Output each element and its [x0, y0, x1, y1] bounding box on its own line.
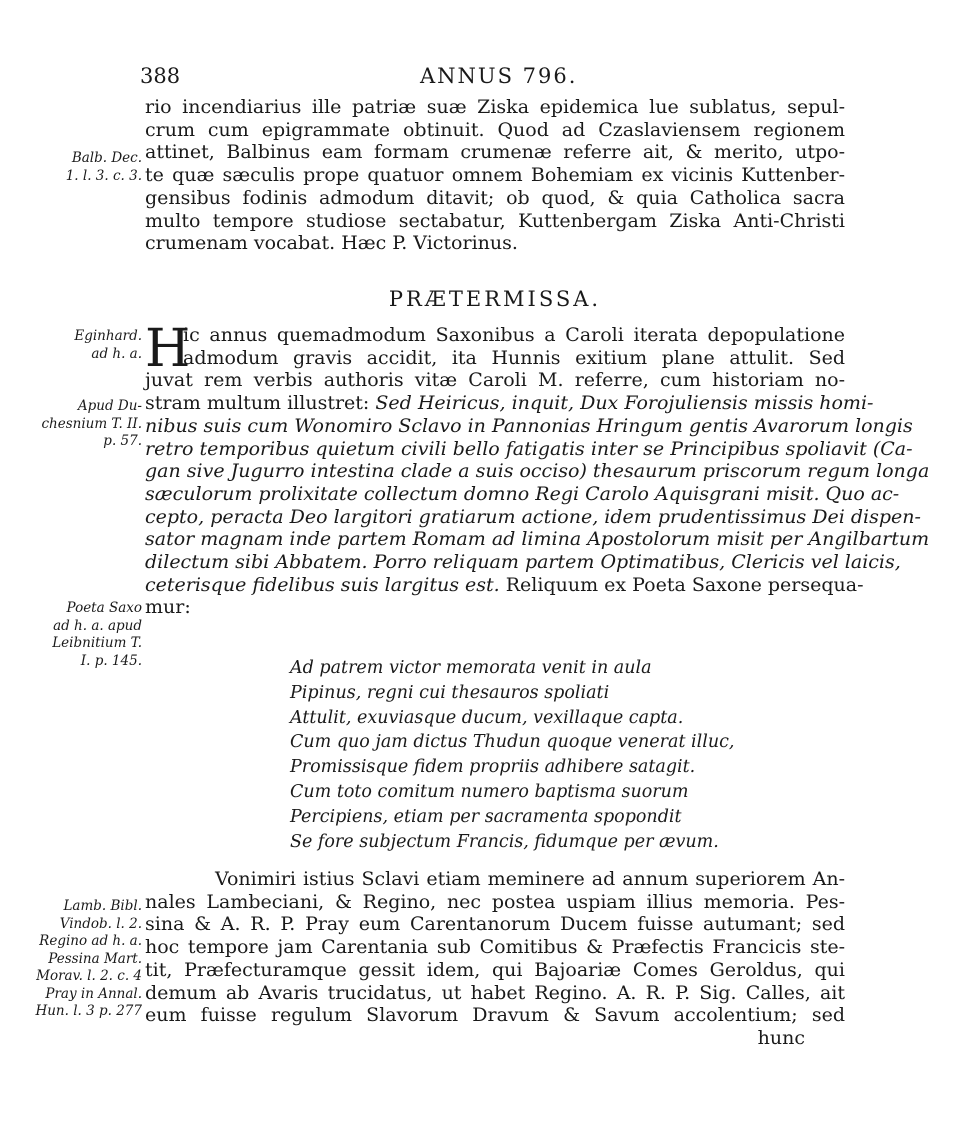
- margin-line: Apud Du-: [77, 398, 142, 414]
- quotation-line: dilectum sibi Abbatem. Porro reliquam partem Optimatibus, Clericis vel laicis,: [145, 551, 901, 574]
- text-roman: Reliquum ex Poeta Saxone persequa-: [499, 573, 864, 596]
- margin-line: Vindob. l. 2.: [59, 915, 142, 932]
- verse-quotation: [290, 656, 850, 854]
- text-line: te quæ sæculis prope quatuor omnem Bohemiam ex vicinis Kuttenber-: [145, 164, 845, 187]
- text-line: crumenam vocabat. Hæc P. Victorinus.: [145, 232, 518, 255]
- margin-line: chesnium T. II.: [41, 415, 142, 432]
- text-roman: stram multum illustret:: [145, 392, 370, 415]
- text-line: mur:: [145, 596, 191, 619]
- margin-line: Hun. l. 3 p. 277: [35, 1003, 142, 1019]
- text-line: admodum gravis accidit, ita Hunnis exitium plane attulit. Sed: [183, 346, 845, 369]
- text-line: tit, Præfecturamque gessit idem, qui Bajoariæ Comes Geroldus, qui: [145, 958, 845, 981]
- paragraph-praetermissa: [145, 319, 930, 619]
- margin-line: Pray in Annal.: [45, 985, 142, 1002]
- page-header: [140, 64, 840, 94]
- margin-line: ad h. a.: [91, 345, 142, 362]
- margin-line: 1. l. 3. c. 3.: [65, 167, 142, 184]
- text-line: attinet, Balbinus eam formam crumenæ referre ait, & merito, utpo-: [145, 141, 845, 164]
- margin-line: I. p. 145.: [80, 652, 142, 669]
- text-line: demum ab Avaris trucidatus, ut habet Regino. A. R. P. Sig. Calles, ait: [145, 981, 845, 1004]
- margin-line: Pessina Mart.: [48, 950, 142, 967]
- quotation-line: cepto, peracta Deo largitori gratiarum actione, idem prudentissimus Dei dispen-: [145, 505, 921, 528]
- quotation-line: sator magnam inde partem Romam ad limina Apostolorum misit per Angilbartum: [145, 528, 930, 551]
- margin-line: Lamb. Bibl.: [63, 898, 142, 914]
- verse-line: Cum quo jam dictus Thudun quoque venerat illuc,: [290, 732, 735, 753]
- running-head: ANNUS 796.: [420, 64, 578, 88]
- margin-line: ad h. a. apud: [53, 617, 142, 634]
- margin-line: Poeta Saxo: [66, 600, 142, 616]
- margin-line: Leibnitium T.: [52, 635, 142, 651]
- verse-line: Attulit, exuviasque ducum, vexillaque capta.: [290, 707, 684, 728]
- quotation-line: sæculorum prolixitate collectum domno Regi Carolo Aquisgrani misit. Quo ac-: [145, 482, 900, 505]
- margin-note-balbinus: [14, 150, 142, 185]
- text-line: eum fuisse regulum Slavorum Dravum & Savum accolentium; sed: [145, 1004, 845, 1027]
- quotation-line: retro temporibus quietum civili bello fatigatis inter se Principibus spoliavit (Ca-: [145, 437, 913, 460]
- text-line: gensibus fodinis admodum ditavit; ob quod, & quia Catholica sacra: [145, 186, 845, 209]
- verse-line: Pipinus, regni cui thesauros spoliati: [290, 682, 610, 703]
- text-line: sina & A. R. P. Pray eum Carentanorum Ducem fuisse autumant; sed: [145, 913, 845, 936]
- margin-line: Morav. l. 2. c. 4: [36, 968, 142, 984]
- margin-note-lambecius: [14, 898, 142, 1021]
- quotation-italic: ceterisque fidelibus suis largitus est.: [145, 573, 500, 596]
- text-line: multo tempore studiose sectabatur, Kuttenbergam Ziska Anti-Christi: [145, 209, 845, 232]
- text-line: Vonimiri istius Sclavi etiam meminere ad annum superiorem An-: [215, 868, 845, 890]
- text-line: crum cum epigrammate obtinuit. Quod ad Czaslaviensem regionem: [145, 118, 845, 141]
- margin-line: Eginhard.: [74, 328, 142, 344]
- drop-cap: H: [145, 319, 191, 379]
- margin-line: p. 57.: [103, 433, 142, 449]
- quotation-italic: Sed Heiricus, inquit, Dux Forojuliensis missis homi-: [369, 392, 874, 415]
- margin-note-poeta-saxo: [14, 600, 142, 670]
- verse-line: Promissisque fidem propriis adhibere satagit.: [290, 757, 696, 778]
- paragraph-ziska: [145, 96, 845, 255]
- catchword: hunc: [757, 1026, 805, 1049]
- text-line: hoc tempore jam Carentania sub Comitibus & Præfectis Francicis ste-: [145, 936, 845, 959]
- quotation-line: nibus suis cum Wonomiro Sclavo in Pannonias Hringum gentis Avarorum longis: [145, 414, 913, 437]
- text-line: juvat rem verbis authoris vitæ Caroli M. referre, cum historiam no-: [145, 369, 845, 392]
- margin-note-eginhard: [14, 328, 142, 363]
- verse-line: Cum toto comitum numero baptisma suorum: [290, 781, 689, 802]
- text-line: [145, 573, 864, 597]
- text-line: rio incendiarius ille patriæ suæ Ziska epidemica lue sublatus, sepul-: [145, 96, 845, 118]
- paragraph-vonimir: [145, 868, 845, 1050]
- margin-note-duchesne: [14, 398, 142, 451]
- verse-line: Percipiens, etiam per sacramenta spopondit: [290, 806, 682, 827]
- text-line: ic annus quemadmodum Saxonibus a Caroli iterata depopulatione: [183, 324, 845, 346]
- verse-line: Se fore subjectum Francis, fidumque per ævum.: [290, 831, 719, 852]
- text-line: nales Lambeciani, & Regino, nec postea uspiam illius memoria. Pes-: [145, 890, 845, 913]
- page-number: 388: [140, 64, 181, 88]
- verse-line: Ad patrem victor memorata venit in aula: [290, 658, 652, 678]
- margin-line: Regino ad h. a.: [39, 933, 142, 949]
- text-line: [145, 392, 874, 415]
- margin-line: Balb. Dec.: [71, 150, 142, 166]
- section-heading: PRÆTERMISSA.: [388, 287, 602, 311]
- quotation-line: gan sive Jugurro intestina clade a suis occiso) thesaurum priscorum regum longa: [145, 460, 930, 483]
